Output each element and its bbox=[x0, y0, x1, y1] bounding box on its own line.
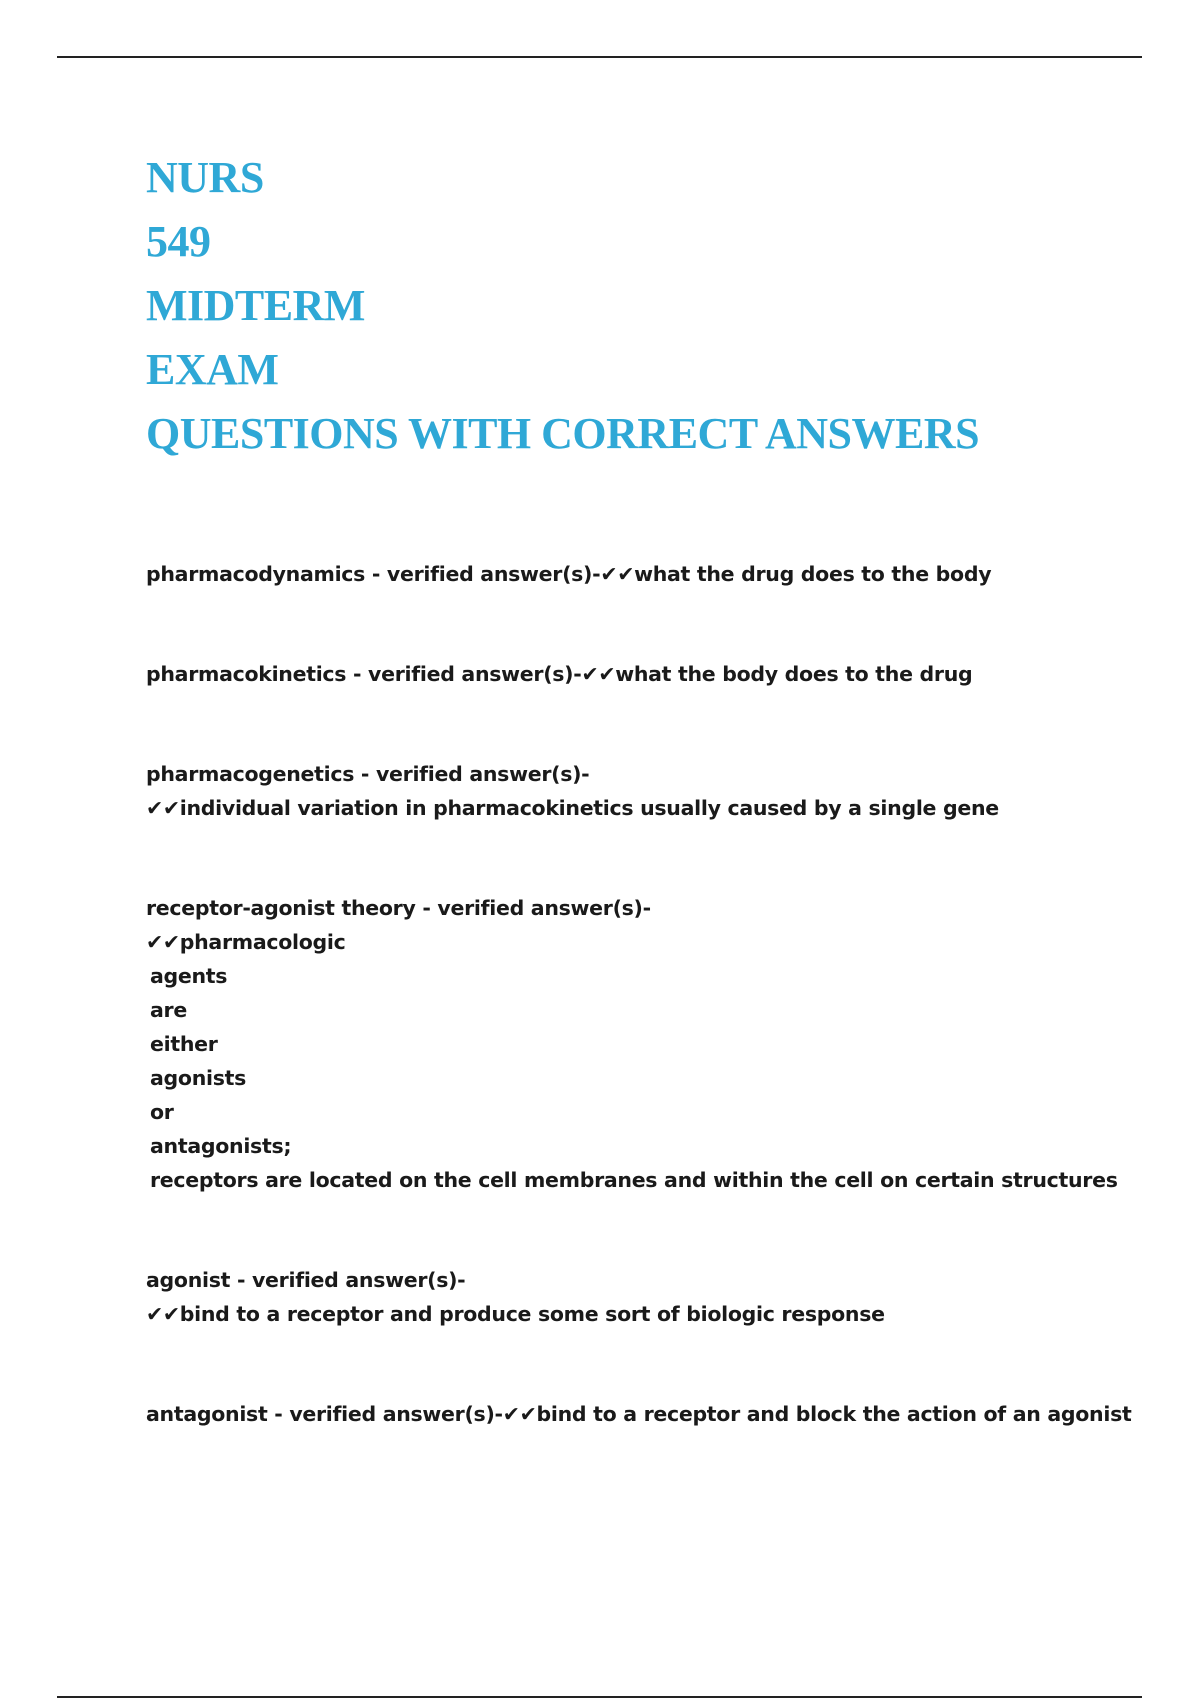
qa-line: pharmacogenetics - verified answer(s)- bbox=[146, 762, 590, 786]
title-line: QUESTIONS WITH CORRECT ANSWERS bbox=[146, 409, 980, 458]
qa-line: agonists bbox=[150, 1066, 247, 1090]
qa-line: ✔✔bind to a receptor and produce some sort of biologic response bbox=[146, 1302, 885, 1326]
qa-line: are bbox=[150, 998, 187, 1022]
bottom-rule bbox=[57, 1696, 1142, 1698]
qa-item-pharmacokinetics bbox=[146, 657, 1146, 691]
top-rule bbox=[57, 56, 1142, 58]
qa-line: receptor-agonist theory - verified answer(s)- bbox=[146, 896, 651, 920]
qa-item-pharmacodynamics bbox=[146, 557, 1146, 591]
qa-line: pharmacokinetics - verified answer(s)-✔✔what the body does to the drug bbox=[146, 662, 973, 686]
qa-line: pharmacodynamics - verified answer(s)-✔✔what the drug does to the body bbox=[146, 562, 992, 586]
qa-item-antagonist bbox=[146, 1397, 1146, 1431]
qa-line: or bbox=[150, 1100, 174, 1124]
document-title bbox=[146, 146, 1146, 466]
qa-line: either bbox=[150, 1032, 218, 1056]
title-line: MIDTERM bbox=[146, 281, 365, 330]
qa-item-agonist bbox=[146, 1263, 1146, 1331]
qa-item-pharmacogenetics bbox=[146, 757, 1146, 825]
title-line: 549 bbox=[146, 217, 211, 266]
qa-line: ✔✔pharmacologic bbox=[146, 930, 346, 954]
qa-list bbox=[146, 557, 1146, 1431]
title-line: NURS bbox=[146, 153, 264, 202]
qa-item-receptor-agonist-theory bbox=[146, 891, 1146, 1197]
qa-line: antagonist - verified answer(s)-✔✔bind to a receptor and block the action of an agonist bbox=[146, 1402, 1132, 1426]
qa-line: agents bbox=[150, 964, 228, 988]
title-line: EXAM bbox=[146, 345, 279, 394]
qa-line: ✔✔individual variation in pharmacokinetics usually caused by a single gene bbox=[146, 796, 999, 820]
qa-line: agonist - verified answer(s)- bbox=[146, 1268, 466, 1292]
qa-line: antagonists; bbox=[150, 1134, 292, 1158]
qa-line: receptors are located on the cell membranes and within the cell on certain structures bbox=[150, 1168, 1118, 1192]
